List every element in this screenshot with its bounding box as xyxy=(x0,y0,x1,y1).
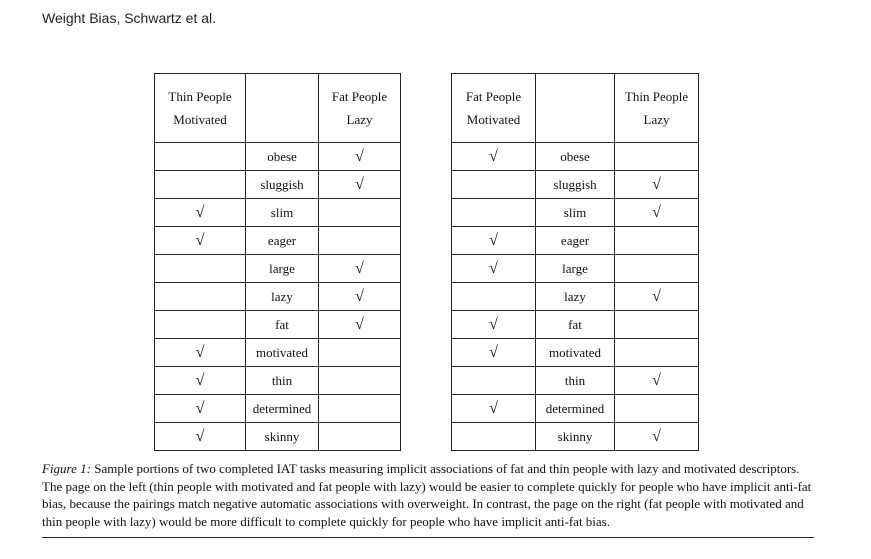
table-row xyxy=(155,171,401,199)
left-check-cell: √ xyxy=(155,339,246,367)
right-check-cell: √ xyxy=(319,171,401,199)
right-category-header xyxy=(319,74,401,143)
left-check-cell: √ xyxy=(155,199,246,227)
right-check-cell: √ xyxy=(319,255,401,283)
figure-caption xyxy=(42,460,818,530)
table-row xyxy=(155,339,401,367)
word-cell: determined xyxy=(246,395,319,423)
word-cell: sluggish xyxy=(536,171,615,199)
table-row xyxy=(155,227,401,255)
left-check-cell xyxy=(452,423,536,451)
left-check-cell xyxy=(155,283,246,311)
table-row xyxy=(452,423,699,451)
left-check-cell xyxy=(155,311,246,339)
right-check-cell: √ xyxy=(319,143,401,171)
right-check-cell: √ xyxy=(615,171,699,199)
table-row xyxy=(452,283,699,311)
left-check-cell: √ xyxy=(452,227,536,255)
table-row xyxy=(452,227,699,255)
word-cell: skinny xyxy=(246,423,319,451)
table-row xyxy=(155,367,401,395)
right-check-cell: √ xyxy=(319,311,401,339)
footer-rule xyxy=(42,537,814,538)
right-category-line2: Lazy xyxy=(643,112,670,127)
left-check-cell xyxy=(452,283,536,311)
word-column-header xyxy=(246,74,319,143)
table-row xyxy=(155,395,401,423)
right-category-header xyxy=(615,74,699,143)
left-check-cell: √ xyxy=(452,255,536,283)
right-check-cell xyxy=(615,311,699,339)
figure-caption-text: Sample portions of two completed IAT tasks measuring implicit associations of fat and thin people with lazy and motivated descriptors. The page on the left (thin people with motivated and fat people with lazy) would be easier to complete quickly for people who have implicit anti-fat bias, because the pairings match negative automatic associations with overweight. In contrast, the page on the right (fat people with motivated and thin people with lazy) would be more difficult to complete quickly for people who have implicit anti-fat bias. xyxy=(42,461,812,529)
left-check-cell: √ xyxy=(452,143,536,171)
left-check-cell: √ xyxy=(155,423,246,451)
left-check-cell xyxy=(155,171,246,199)
right-check-cell: √ xyxy=(615,283,699,311)
right-check-cell xyxy=(319,227,401,255)
table-row xyxy=(452,311,699,339)
word-cell: thin xyxy=(246,367,319,395)
left-category-line1: Fat People xyxy=(465,89,522,104)
right-check-cell xyxy=(319,367,401,395)
word-cell: motivated xyxy=(536,339,615,367)
word-cell: fat xyxy=(536,311,615,339)
word-column-header xyxy=(536,74,615,143)
right-check-cell xyxy=(319,199,401,227)
word-cell: skinny xyxy=(536,423,615,451)
right-category-line1: Thin People xyxy=(624,89,689,104)
word-cell: eager xyxy=(246,227,319,255)
word-cell: determined xyxy=(536,395,615,423)
right-category-line2: Lazy xyxy=(346,112,373,127)
left-iat-table xyxy=(154,73,401,451)
running-head: Weight Bias, Schwartz et al. xyxy=(42,10,217,26)
word-cell: motivated xyxy=(246,339,319,367)
word-cell: eager xyxy=(536,227,615,255)
left-check-cell xyxy=(452,199,536,227)
left-check-cell xyxy=(155,143,246,171)
left-category-header xyxy=(452,74,536,143)
table-row xyxy=(452,171,699,199)
word-cell: large xyxy=(536,255,615,283)
left-check-cell xyxy=(452,171,536,199)
figure-label: Figure 1: xyxy=(42,461,91,476)
table-row xyxy=(452,143,699,171)
word-cell: lazy xyxy=(536,283,615,311)
left-check-cell: √ xyxy=(155,367,246,395)
left-category-line2: Motivated xyxy=(466,112,521,127)
right-check-cell xyxy=(615,143,699,171)
left-category-line1: Thin People xyxy=(168,89,232,104)
left-check-cell: √ xyxy=(155,227,246,255)
table-row xyxy=(155,283,401,311)
table-row xyxy=(452,367,699,395)
right-check-cell xyxy=(615,339,699,367)
word-cell: obese xyxy=(536,143,615,171)
table-row xyxy=(452,199,699,227)
right-check-cell: √ xyxy=(615,367,699,395)
word-cell: sluggish xyxy=(246,171,319,199)
right-check-cell: √ xyxy=(319,283,401,311)
right-check-cell xyxy=(615,395,699,423)
left-category-line2: Motivated xyxy=(173,112,227,127)
right-check-cell xyxy=(615,255,699,283)
right-check-cell xyxy=(319,423,401,451)
word-cell: fat xyxy=(246,311,319,339)
word-cell: slim xyxy=(246,199,319,227)
left-check-cell: √ xyxy=(452,339,536,367)
right-check-cell xyxy=(319,395,401,423)
table-row xyxy=(155,199,401,227)
right-category-line1: Fat People xyxy=(331,89,388,104)
word-cell: lazy xyxy=(246,283,319,311)
left-category-header xyxy=(155,74,246,143)
table-row xyxy=(155,143,401,171)
table-row xyxy=(452,255,699,283)
left-check-cell xyxy=(452,367,536,395)
table-row xyxy=(452,395,699,423)
table-row xyxy=(155,423,401,451)
word-cell: slim xyxy=(536,199,615,227)
left-check-cell: √ xyxy=(452,311,536,339)
right-check-cell xyxy=(319,339,401,367)
table-row xyxy=(155,255,401,283)
left-check-cell: √ xyxy=(452,395,536,423)
right-check-cell: √ xyxy=(615,199,699,227)
table-row xyxy=(155,311,401,339)
left-check-cell: √ xyxy=(155,395,246,423)
right-check-cell: √ xyxy=(615,423,699,451)
left-check-cell xyxy=(155,255,246,283)
word-cell: obese xyxy=(246,143,319,171)
table-row xyxy=(452,339,699,367)
word-cell: thin xyxy=(536,367,615,395)
right-check-cell xyxy=(615,227,699,255)
right-iat-table xyxy=(451,73,699,451)
word-cell: large xyxy=(246,255,319,283)
